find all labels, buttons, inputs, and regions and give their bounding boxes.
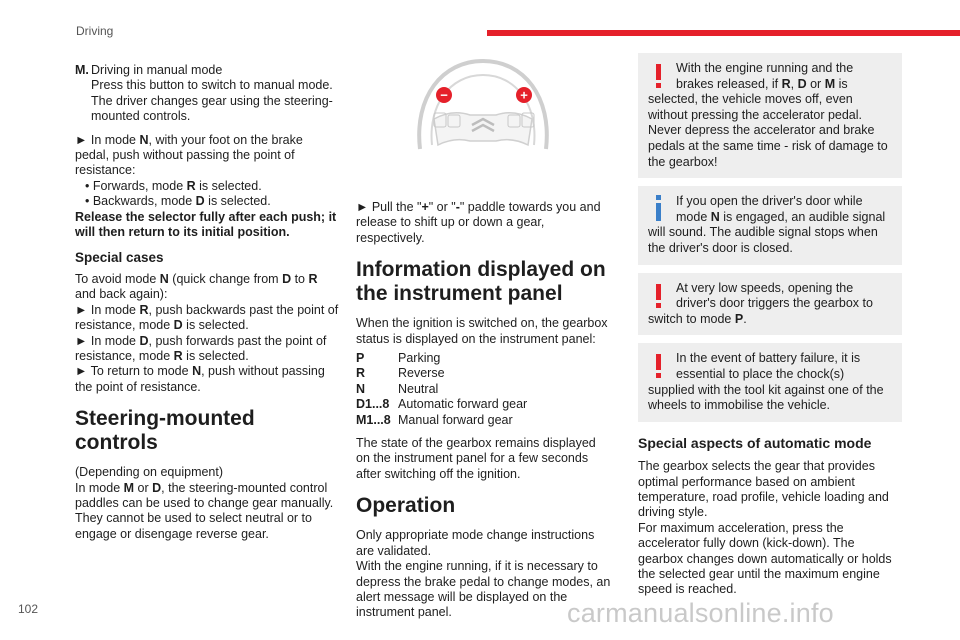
info-box-door-signal	[638, 186, 902, 264]
operation-text-2: With the engine running, if it is necessary to depress the brake pedal to change modes, an alert message will be displayed on the instrument panel.	[356, 559, 611, 620]
warning-icon	[646, 282, 672, 308]
warning-box-moves-off	[638, 53, 902, 178]
column-left	[75, 63, 340, 542]
warning-text: With the engine running and the brakes released, if R, D or M is selected, the vehicle moves off, even without pressing the accelerator pedal.	[648, 61, 863, 122]
manual-mode-item	[75, 63, 340, 78]
n-mode-intro: ► In mode N, with your foot on the brake pedal, push without passing the point of resistance:	[75, 132, 303, 178]
item-label: M.	[75, 63, 89, 77]
running-header: Driving	[76, 24, 114, 38]
gear-status-list	[356, 351, 611, 428]
gear-row: R Reverse	[356, 366, 445, 381]
return-n-step: ► To return to mode N, push without passing the point of resistance.	[75, 364, 325, 394]
steering-wheel-illustration	[412, 57, 554, 161]
gear-row: D1...8 Automatic forward gear	[356, 397, 528, 412]
gear-row: P Parking	[356, 351, 441, 366]
manual-mode-desc: Press this button to switch to manual mode. The driver changes gear using the steering-mounted controls.	[91, 78, 333, 124]
operation-heading: Operation	[356, 494, 456, 518]
mode-d-step: ► In mode D, push forwards past the point of resistance, mode R is selected.	[75, 333, 327, 363]
release-note: Release the selector fully after each push; it will then return to its initial position.	[75, 209, 337, 240]
warning-text: In the event of battery failure, it is essential to place the chock(s) supplied with the tool kit against one of the wheels to immobilise the vehicle.	[648, 351, 884, 413]
page-number: 102	[18, 602, 39, 616]
warning-text-2: Never depress the accelerator and brake pedals at the same time - risk of damage to the gearbox!	[648, 123, 888, 169]
warning-box-battery	[638, 343, 902, 421]
gear-row: N Neutral	[356, 381, 439, 396]
operation-text-1: Only appropriate mode change instructions are validated.	[356, 528, 595, 558]
equipment-note: (Depending on equipment)	[75, 465, 224, 480]
info-text: If you open the driver's door while mode N is engaged, an audible signal will sound. The audible signal stops when the driver's door is closed.	[648, 194, 886, 255]
gearbox-status-intro: When the ignition is switched on, the gearbox status is displayed on the instrument panel:	[356, 316, 608, 346]
automatic-mode-text-1: The gearbox selects the gear that provides optimal performance based on ambient temperature, road profile, vehicle loading and driving style.	[638, 459, 889, 520]
header-accent-bar	[487, 30, 960, 36]
steering-controls-heading: Steering-mounted controls	[75, 407, 255, 455]
info-icon	[646, 195, 672, 221]
warning-icon	[646, 352, 672, 378]
warning-box-low-speed	[638, 273, 902, 336]
avoid-n-text: To avoid mode N (quick change from D to R and back again):	[75, 271, 318, 302]
paddle-instruction: ► Pull the "+" or "-" paddle towards you and release to shift up or down a gear, respectively.	[356, 200, 601, 245]
warning-icon	[646, 62, 672, 88]
column-middle	[356, 200, 611, 621]
column-right	[638, 53, 902, 598]
state-display-note: The state of the gearbox remains displayed on the instrument panel for a few seconds after switching off the ignition.	[356, 436, 596, 481]
special-cases-heading: Special cases	[75, 250, 164, 266]
watermark: carmanualsonline.info	[567, 598, 834, 628]
instrument-panel-heading: Information displayed on the instrument panel	[356, 258, 606, 306]
backwards-bullet: • Backwards, mode D is selected.	[85, 194, 271, 209]
steering-controls-text: In mode M or D, the steering-mounted control paddles can be used to change gear manually. They cannot be used to select neutral or to engage or disengage reverse gear.	[75, 480, 334, 541]
automatic-mode-heading: Special aspects of automatic mode	[638, 434, 872, 451]
forwards-bullet: • Forwards, mode R is selected.	[85, 178, 262, 193]
warning-text: At very low speeds, opening the driver's door triggers the gearbox to switch to mode P.	[648, 280, 873, 326]
gear-row: M1...8 Manual forward gear	[356, 412, 513, 427]
item-title: Driving in manual mode	[91, 63, 223, 77]
mode-r-step: ► In mode R, push backwards past the point of resistance, mode D is selected.	[75, 302, 339, 333]
plus-paddle-label: +	[520, 87, 528, 103]
minus-paddle-label: −	[440, 87, 448, 103]
automatic-mode-text-2: For maximum acceleration, press the accelerator fully down (kick-down). The gearbox changes down automatically or holds the selected gear until the maximum engine speed is reached.	[638, 520, 892, 597]
